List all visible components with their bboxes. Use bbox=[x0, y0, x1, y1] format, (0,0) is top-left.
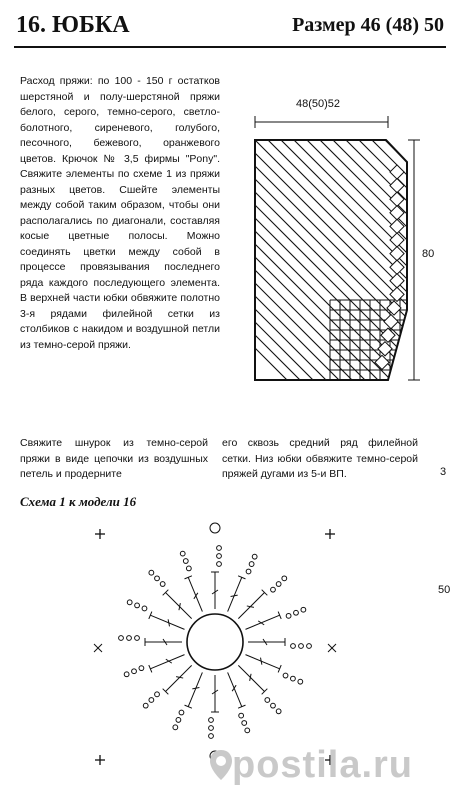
edge-instructions: его сквозь средний ряд филейной сетки. Низ юбки обвяжите темно-серой пряжей дугами из 5-и ВП. bbox=[222, 437, 418, 480]
cord-instructions: Свяжите шнурок из темно-серой пряжи в виде цепочки из воздушных петель и продерните bbox=[20, 437, 208, 480]
crochet-motif-chart bbox=[94, 523, 336, 765]
size-label: Размер 46 (48) 50 bbox=[292, 14, 444, 36]
edge-label-mid: 50 bbox=[438, 584, 451, 596]
width-label: 48(50)52 bbox=[296, 98, 341, 110]
watermark-text: postila.ru bbox=[232, 744, 414, 786]
height-label: 80 bbox=[422, 248, 435, 260]
page-title: 16. ЮБКА bbox=[16, 12, 130, 38]
yarn-instructions: Расход пряжи: по 100 - 150 г остатков шерстяной и полу-шерстяной пряжи белого, серого, темно-серого, светло-болотного, сиреневого, голубого, песочного, бежевого, оранжевого цветов. Крючок № 3,5 фирмы "Pony". Свяжите элементы по схеме 1 из пряжи разных цветов. Сшейте элементы между собой таким образом, чтобы они располагались по диагонали, составляя косые цветные полосы. Можно соединять цветки между собой в процессе провязывания последнего ряда каждого последующего элемента. В верхней части юбки обвяжите полотно 3-я рядами филейной сетки из столбиков с накидом и воздушной петли из темно-серой пряжи. bbox=[20, 75, 220, 351]
watermark-logo bbox=[208, 748, 234, 782]
scheme-title: Схема 1 к модели 16 bbox=[20, 494, 137, 509]
edge-label-top: 3 bbox=[440, 466, 447, 478]
